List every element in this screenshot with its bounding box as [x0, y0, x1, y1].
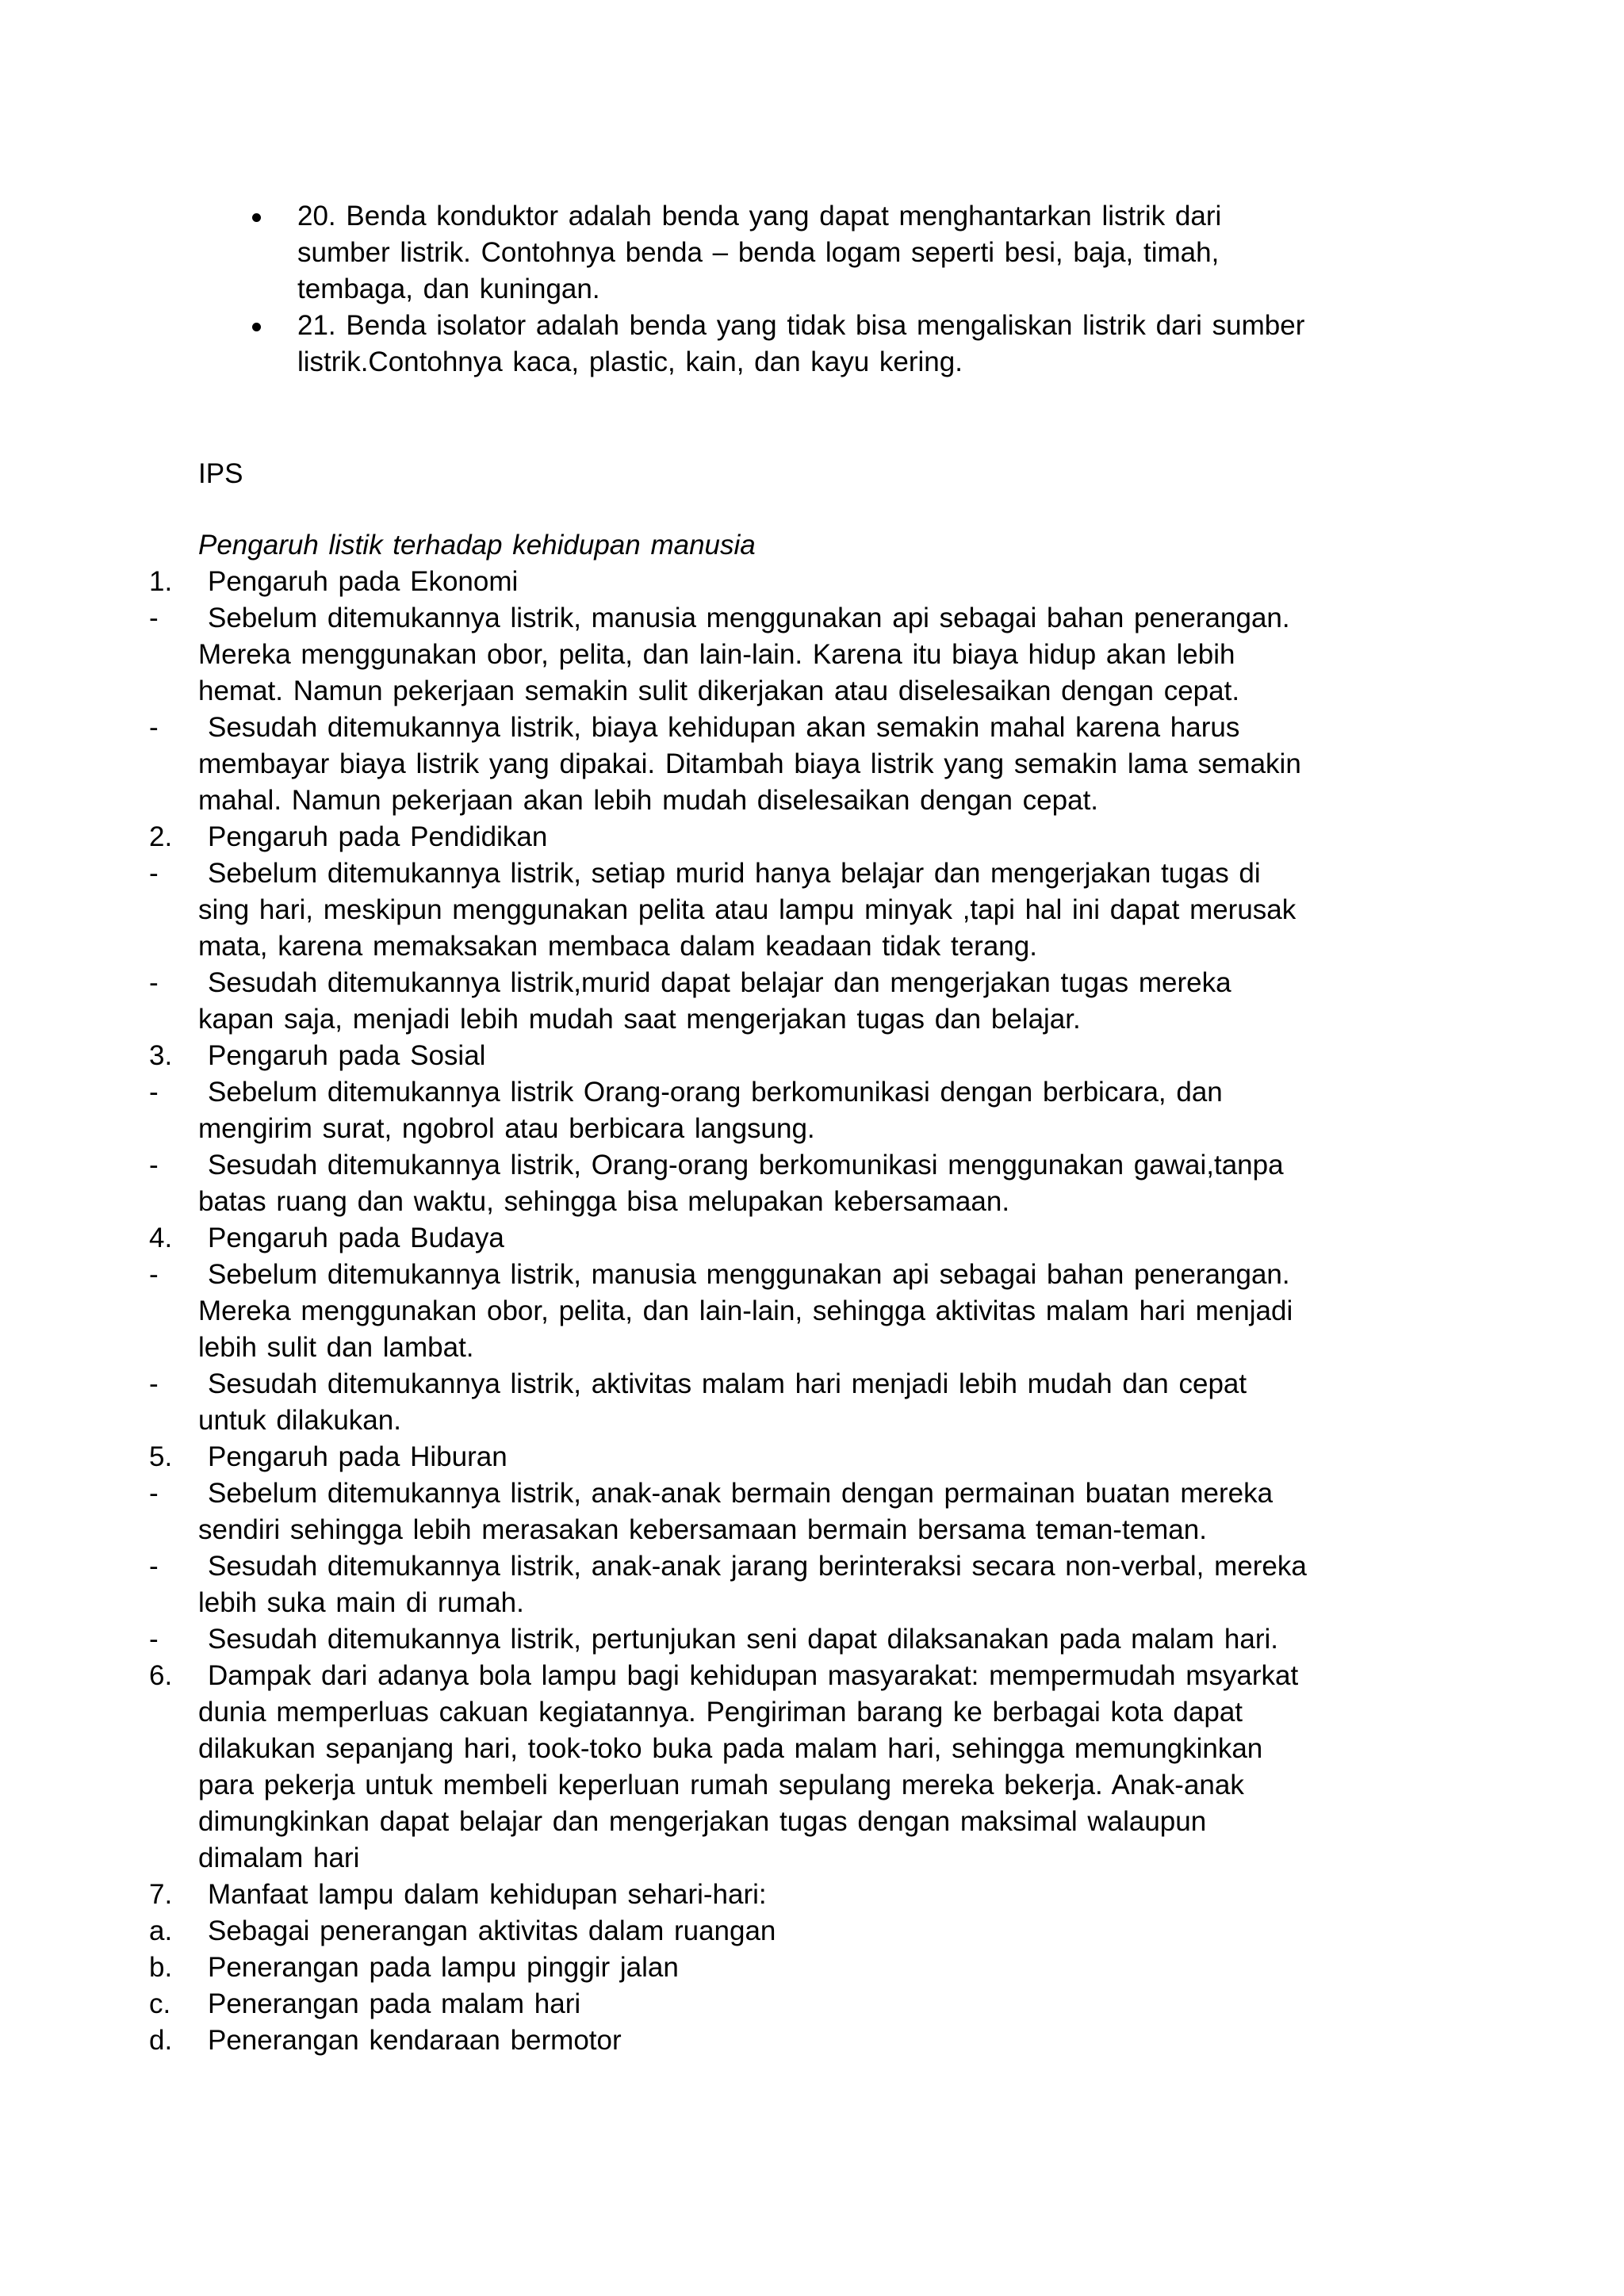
list-item-text-line: Pengaruh pada Budaya: [208, 1223, 504, 1253]
list-dash-text-line: lebih suka main di rumah.: [198, 1587, 524, 1618]
list-item-text-line: Penerangan pada malam hari: [208, 1988, 581, 2019]
list-dash-text-line: batas ruang dan waktu, sehingga bisa melupakan kebersamaan.: [198, 1186, 1010, 1217]
list-number-marker: 5.: [149, 1441, 173, 1472]
bullet-dot: [252, 213, 261, 222]
list-dash-text-line: Sesudah ditemukannya listrik,murid dapat belajar dan mengerjakan tugas mereka: [208, 967, 1231, 998]
list-dash-marker: -: [149, 1368, 159, 1399]
list-dash-text-line: hemat. Namun pekerjaan semakin sulit dikerjakan atau diselesaikan dengan cepat.: [198, 675, 1240, 706]
list-dash-text-line: mengirim surat, ngobrol atau berbicara langsung.: [198, 1113, 815, 1144]
list-dash-text-line: sendiri sehingga lebih merasakan kebersamaan bermain bersama teman-teman.: [198, 1514, 1207, 1545]
bullet-text-line: 20. Benda konduktor adalah benda yang dapat menghantarkan listrik dari: [297, 201, 1222, 232]
bullet-text-line: sumber listrik. Contohnya benda – benda logam seperti besi, baja, timah,: [297, 237, 1220, 268]
list-item-text-line: dilakukan sepanjang hari, took-toko buka pada malam hari, sehingga memungkinkan: [198, 1733, 1263, 1764]
list-number-marker: d.: [149, 2025, 173, 2056]
list-item-text-line: dunia memperluas cakuan kegiatannya. Pengiriman barang ke berbagai kota dapat: [198, 1697, 1243, 1728]
list-dash-text-line: Sebelum ditemukannya listrik, manusia menggunakan api sebagai bahan penerangan.: [208, 1259, 1290, 1290]
list-number-marker: 4.: [149, 1223, 173, 1253]
list-item-text-line: Penerangan kendaraan bermotor: [208, 2025, 622, 2056]
list-dash-text-line: Sesudah ditemukannya listrik, anak-anak jarang berinteraksi secara non-verbal, mereka: [208, 1551, 1307, 1582]
list-dash-text-line: Mereka menggunakan obor, pelita, dan lain-lain. Karena itu biaya hidup akan lebih: [198, 639, 1235, 670]
list-dash-text-line: Sebelum ditemukannya listrik Orang-orang berkomunikasi dengan berbicara, dan: [208, 1077, 1223, 1108]
list-dash-marker: -: [149, 1259, 159, 1290]
list-item-text-line: Pengaruh pada Pendidikan: [208, 821, 548, 852]
list-number-marker: 1.: [149, 566, 173, 597]
list-dash-marker: -: [149, 858, 159, 889]
list-item-text-line: Manfaat lampu dalam kehidupan sehari-hari:: [208, 1879, 767, 1910]
list-dash-marker: -: [149, 1551, 159, 1582]
bullet-text-line: 21. Benda isolator adalah benda yang tidak bisa mengaliskan listrik dari sumber: [297, 310, 1305, 341]
list-item-text-line: para pekerja untuk membeli keperluan rumah sepulang mereka bekerja. Anak-anak: [198, 1770, 1244, 1800]
list-dash-text-line: Sesudah ditemukannya listrik, Orang-orang berkomunikasi menggunakan gawai,tanpa: [208, 1150, 1284, 1181]
list-dash-text-line: Sesudah ditemukannya listrik, aktivitas malam hari menjadi lebih mudah dan cepat: [208, 1368, 1247, 1399]
list-dash-text-line: Sebelum ditemukannya listrik, anak-anak bermain dengan permainan buatan mereka: [208, 1478, 1274, 1509]
list-number-marker: 2.: [149, 821, 173, 852]
list-number-marker: a.: [149, 1915, 173, 1946]
list-dash-text-line: Sebelum ditemukannya listrik, manusia menggunakan api sebagai bahan penerangan.: [208, 603, 1290, 633]
list-number-marker: 6.: [149, 1660, 173, 1691]
list-item-text-line: Sebagai penerangan aktivitas dalam ruangan: [208, 1915, 776, 1946]
list-dash-marker: -: [149, 603, 159, 633]
bullet-dot: [252, 323, 261, 331]
bullet-text-line: listrik.Contohnya kaca, plastic, kain, dan kayu kering.: [297, 346, 963, 377]
section-heading: IPS: [198, 458, 243, 489]
list-dash-marker: -: [149, 1077, 159, 1108]
list-number-marker: 7.: [149, 1879, 173, 1910]
list-item-text-line: dimalam hari: [198, 1843, 360, 1873]
list-dash-text-line: Sesudah ditemukannya listrik, biaya kehidupan akan semakin mahal karena harus: [208, 712, 1240, 743]
list-item-text-line: Dampak dari adanya bola lampu bagi kehidupan masyarakat: mempermudah msyarkat: [208, 1660, 1299, 1691]
list-dash-text-line: Mereka menggunakan obor, pelita, dan lain-lain, sehingga aktivitas malam hari menjadi: [198, 1295, 1293, 1326]
list-item-text-line: Pengaruh pada Hiburan: [208, 1441, 508, 1472]
list-dash-text-line: lebih sulit dan lambat.: [198, 1332, 474, 1363]
bullet-text-line: tembaga, dan kuningan.: [297, 274, 600, 304]
list-item-text-line: dimungkinkan dapat belajar dan mengerjakan tugas dengan maksimal walaupun: [198, 1806, 1207, 1837]
list-dash-marker: -: [149, 1150, 159, 1181]
list-dash-text-line: membayar biaya listrik yang dipakai. Ditambah biaya listrik yang semakin lama semakin: [198, 748, 1301, 779]
list-dash-text-line: sing hari, meskipun menggunakan pelita atau lampu minyak ,tapi hal ini dapat merusak: [198, 894, 1297, 925]
list-dash-marker: -: [149, 1624, 159, 1655]
list-dash-text-line: mahal. Namun pekerjaan akan lebih mudah diselesaikan dengan cepat.: [198, 785, 1099, 816]
list-dash-text-line: Sebelum ditemukannya listrik, setiap murid hanya belajar dan mengerjakan tugas di: [208, 858, 1261, 889]
list-dash-text-line: mata, karena memaksakan membaca dalam keadaan tidak terang.: [198, 931, 1037, 962]
list-number-marker: b.: [149, 1952, 173, 1983]
list-dash-marker: -: [149, 1478, 159, 1509]
list-item-text-line: Penerangan pada lampu pinggir jalan: [208, 1952, 679, 1983]
list-dash-marker: -: [149, 712, 159, 743]
list-item-text-line: Pengaruh pada Sosial: [208, 1040, 486, 1071]
list-number-marker: c.: [149, 1988, 171, 2019]
list-number-marker: 3.: [149, 1040, 173, 1071]
list-dash-text-line: untuk dilakukan.: [198, 1405, 401, 1436]
section-subtitle: Pengaruh listik terhadap kehidupan manusia: [198, 530, 756, 561]
list-item-text-line: Pengaruh pada Ekonomi: [208, 566, 519, 597]
list-dash-marker: -: [149, 967, 159, 998]
list-dash-text-line: Sesudah ditemukannya listrik, pertunjukan seni dapat dilaksanakan pada malam hari.: [208, 1624, 1279, 1655]
list-dash-text-line: kapan saja, menjadi lebih mudah saat mengerjakan tugas dan belajar.: [198, 1004, 1081, 1035]
